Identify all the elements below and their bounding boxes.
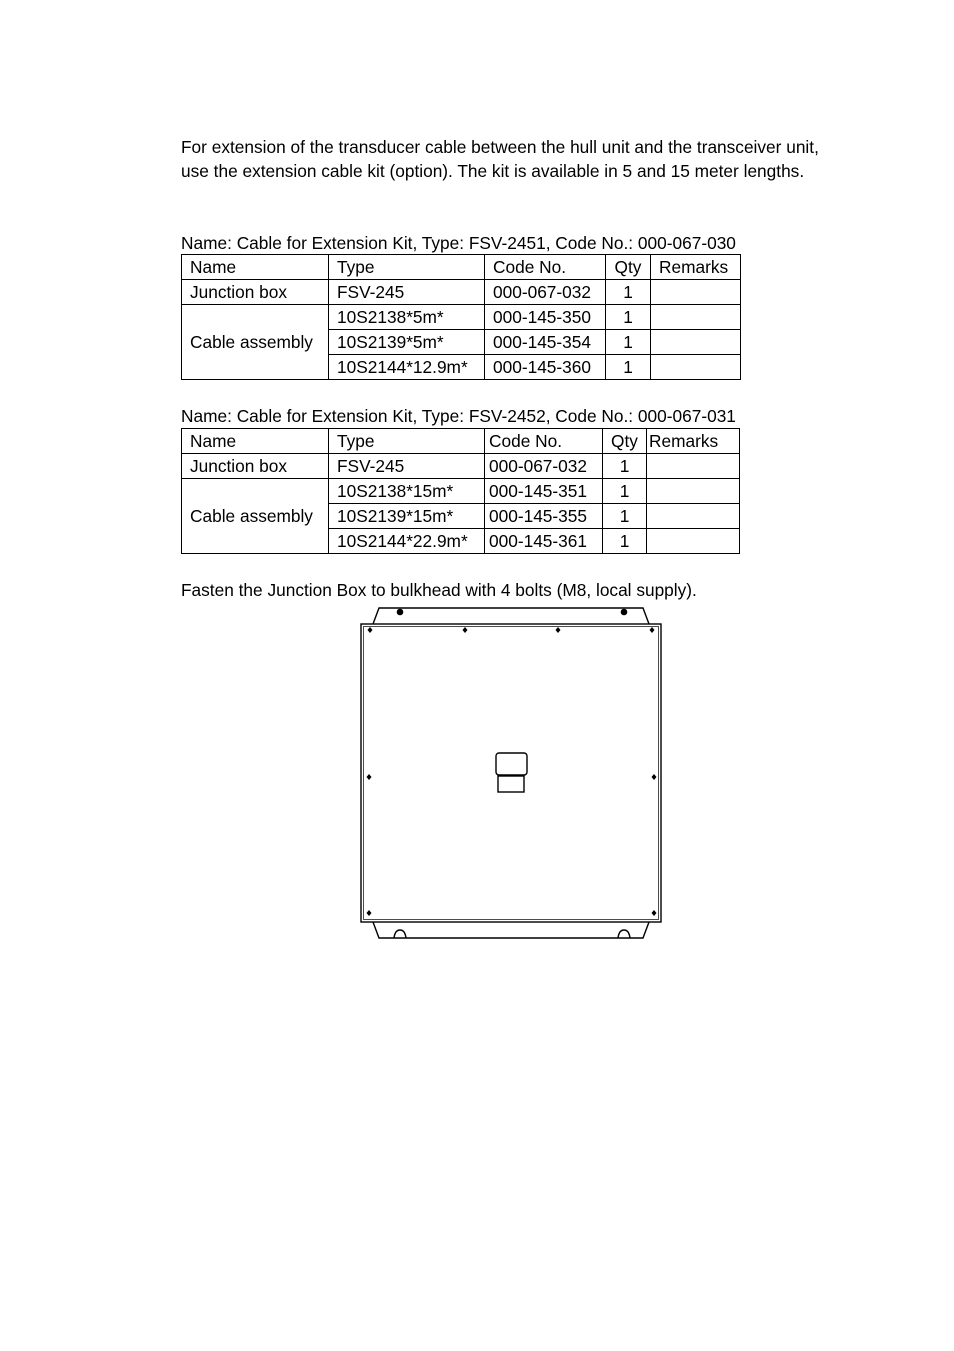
cell-qty: 1 bbox=[606, 330, 651, 355]
bottom-right-slot bbox=[618, 930, 630, 938]
cell-name: Junction box bbox=[182, 454, 329, 479]
cell-code: 000-145-354 bbox=[485, 330, 606, 355]
cell-code: 000-145-350 bbox=[485, 305, 606, 330]
cell-qty: 1 bbox=[606, 305, 651, 330]
top-mounting-flange bbox=[373, 608, 649, 624]
cell-qty: 1 bbox=[606, 280, 651, 305]
cell-remarks bbox=[651, 305, 741, 330]
cell-remarks bbox=[647, 454, 740, 479]
top-right-bolt-hole bbox=[621, 609, 628, 616]
table-row bbox=[182, 479, 740, 504]
header-qty: Qty bbox=[606, 255, 651, 280]
cell-qty: 1 bbox=[606, 355, 651, 380]
bottom-left-slot bbox=[394, 930, 406, 938]
cell-code: 000-145-351 bbox=[485, 479, 603, 504]
cell-qty: 1 bbox=[603, 479, 647, 504]
bottom-mounting-flange bbox=[373, 922, 649, 938]
header-remarks: Remarks bbox=[651, 255, 741, 280]
cell-remarks bbox=[647, 529, 740, 554]
cell-qty: 1 bbox=[603, 529, 647, 554]
cell-code: 000-145-360 bbox=[485, 355, 606, 380]
cell-code: 000-145-361 bbox=[485, 529, 603, 554]
cell-remarks bbox=[651, 280, 741, 305]
header-code: Code No. bbox=[485, 429, 603, 454]
cell-name: Junction box bbox=[182, 280, 329, 305]
cell-type: 10S2138*5m* bbox=[329, 305, 485, 330]
header-qty: Qty bbox=[603, 429, 647, 454]
header-code: Code No. bbox=[485, 255, 606, 280]
cell-type: FSV-245 bbox=[329, 280, 485, 305]
cell-type: 10S2139*5m* bbox=[329, 330, 485, 355]
cell-code: 000-067-032 bbox=[485, 280, 606, 305]
kit2-caption: Name: Cable for Extension Kit, Type: FSV-2452, Code No.: 000-067-031 bbox=[181, 406, 736, 426]
kit1-table bbox=[181, 254, 741, 380]
header-remarks: Remarks bbox=[647, 429, 740, 454]
cell-remarks bbox=[647, 504, 740, 529]
junction-box-drawing bbox=[355, 602, 667, 946]
kit1-caption: Name: Cable for Extension Kit, Type: FSV-2451, Code No.: 000-067-030 bbox=[181, 233, 736, 253]
header-name: Name bbox=[182, 255, 329, 280]
table-row bbox=[182, 454, 740, 479]
intro-paragraph: For extension of the transducer cable between the hull unit and the transceiver unit, use the extension cable kit (option). The kit is available in 5 and 15 meter lengths. bbox=[181, 137, 819, 181]
table-row bbox=[182, 280, 741, 305]
header-type: Type bbox=[329, 255, 485, 280]
cell-code: 000-067-032 bbox=[485, 454, 603, 479]
junction-box-outline bbox=[361, 624, 661, 922]
cable-gland-upper bbox=[496, 753, 527, 775]
table-header-row bbox=[182, 429, 740, 454]
cell-remarks bbox=[651, 355, 741, 380]
cell-type: FSV-245 bbox=[329, 454, 485, 479]
fasten-note: Fasten the Junction Box to bulkhead with 4 bolts (M8, local supply). bbox=[181, 580, 697, 600]
cable-gland-lower bbox=[498, 776, 524, 792]
cell-qty: 1 bbox=[603, 504, 647, 529]
kit2-table bbox=[181, 428, 740, 554]
cell-name: Cable assembly bbox=[182, 479, 329, 554]
cell-type: 10S2138*15m* bbox=[329, 479, 485, 504]
cell-code: 000-145-355 bbox=[485, 504, 603, 529]
cell-name: Cable assembly bbox=[182, 305, 329, 380]
cell-qty: 1 bbox=[603, 454, 647, 479]
cell-type: 10S2144*22.9m* bbox=[329, 529, 485, 554]
cell-type: 10S2144*12.9m* bbox=[329, 355, 485, 380]
table-row bbox=[182, 305, 741, 330]
table-header-row bbox=[182, 255, 741, 280]
cell-remarks bbox=[651, 330, 741, 355]
cell-remarks bbox=[647, 479, 740, 504]
cell-type: 10S2139*15m* bbox=[329, 504, 485, 529]
header-name: Name bbox=[182, 429, 329, 454]
top-left-bolt-hole bbox=[397, 609, 404, 616]
header-type: Type bbox=[329, 429, 485, 454]
